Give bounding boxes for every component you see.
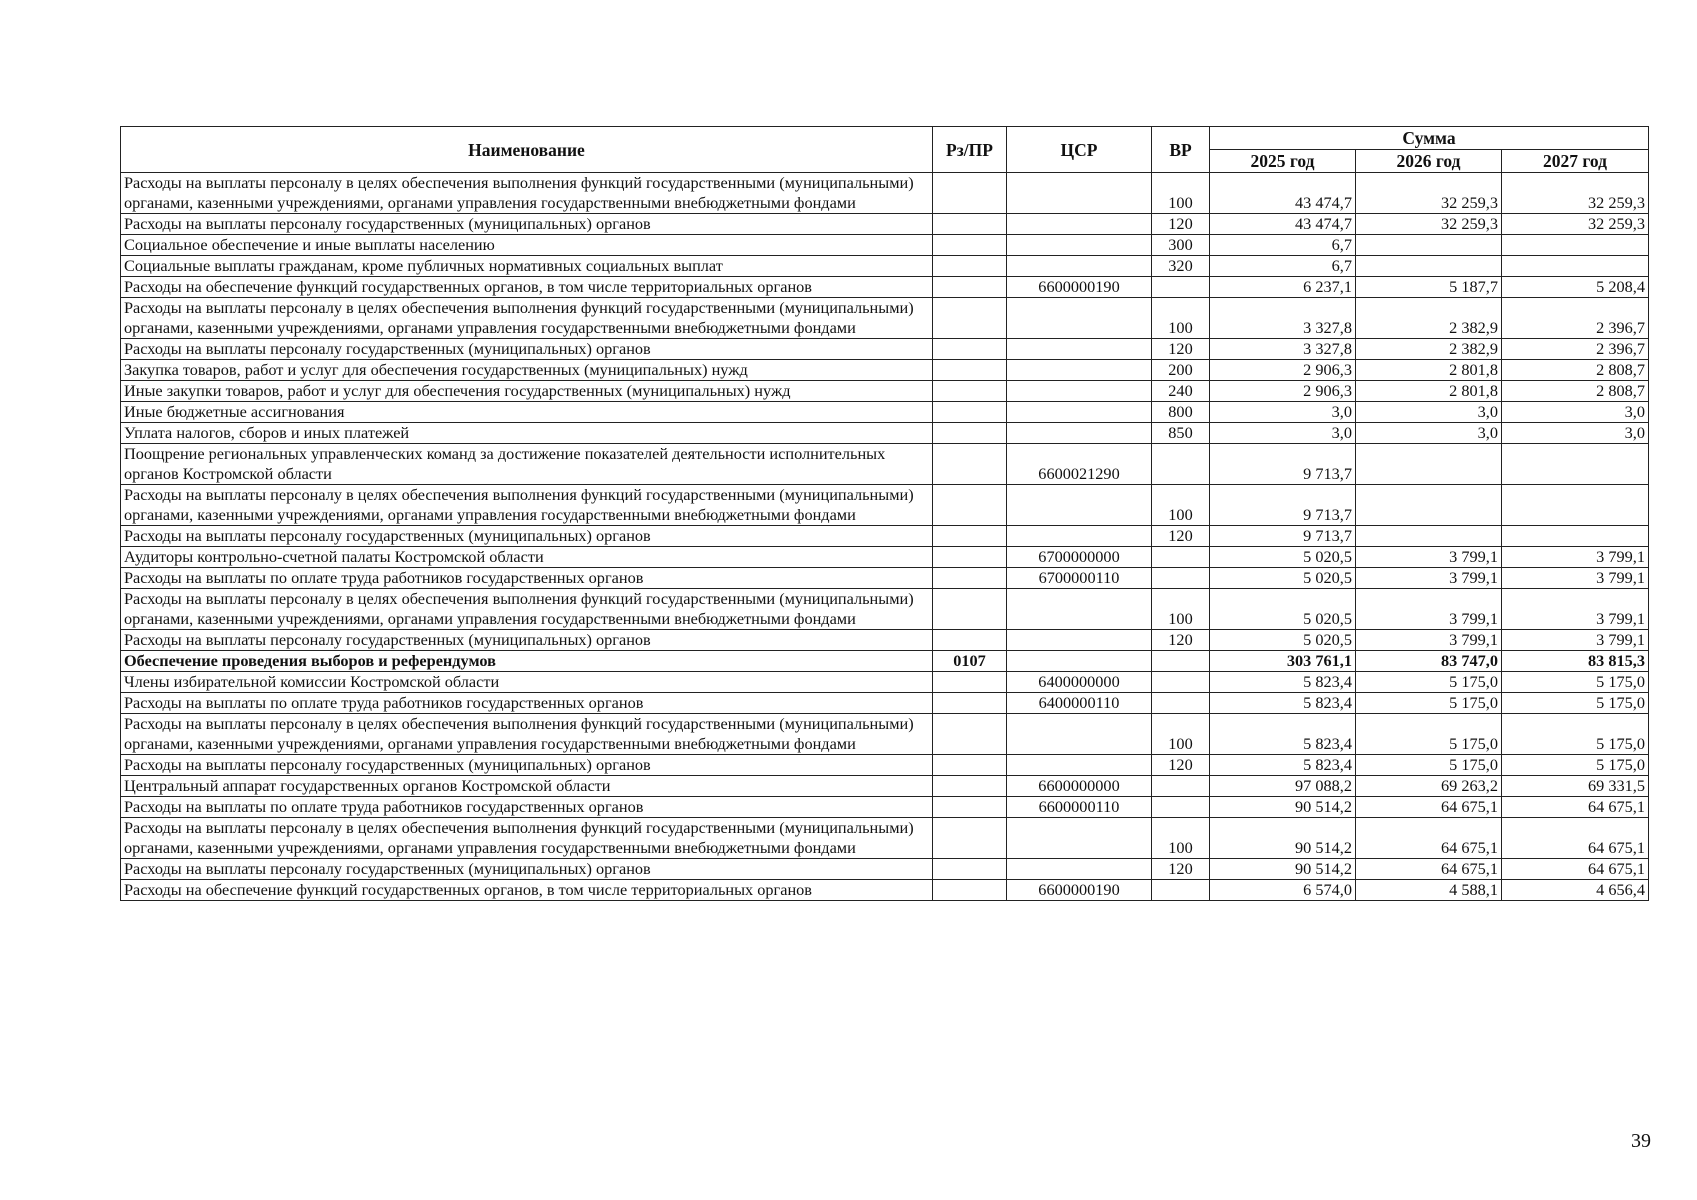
cell-csr xyxy=(1007,339,1152,360)
cell-2027: 3 799,1 xyxy=(1502,568,1649,589)
cell-csr xyxy=(1007,714,1152,755)
cell-2026: 3 799,1 xyxy=(1356,547,1502,568)
cell-name: Обеспечение проведения выборов и референдумов xyxy=(121,651,933,672)
cell-vr: 800 xyxy=(1152,402,1210,423)
cell-2025: 3,0 xyxy=(1210,402,1356,423)
cell-2027: 4 656,4 xyxy=(1502,880,1649,901)
col-header-2026: 2026 год xyxy=(1356,150,1502,173)
cell-name: Расходы на выплаты персоналу государственных (муниципальных) органов xyxy=(121,214,933,235)
cell-2027: 2 808,7 xyxy=(1502,381,1649,402)
cell-csr: 6600021290 xyxy=(1007,444,1152,485)
cell-2027 xyxy=(1502,526,1649,547)
cell-csr xyxy=(1007,859,1152,880)
cell-2026: 32 259,3 xyxy=(1356,214,1502,235)
cell-2025: 5 823,4 xyxy=(1210,714,1356,755)
cell-2026: 2 382,9 xyxy=(1356,298,1502,339)
cell-vr: 100 xyxy=(1152,485,1210,526)
cell-name: Расходы на выплаты персоналу в целях обеспечения выполнения функций государственными (муниципальными) органами, казенными учреждениями, органами управления государственными внебюджетными фондами xyxy=(121,818,933,859)
cell-2026: 5 175,0 xyxy=(1356,672,1502,693)
cell-2025: 5 823,4 xyxy=(1210,755,1356,776)
cell-2025: 303 761,1 xyxy=(1210,651,1356,672)
cell-2027: 5 175,0 xyxy=(1502,714,1649,755)
cell-2026: 3 799,1 xyxy=(1356,630,1502,651)
cell-name: Расходы на выплаты персоналу государственных (муниципальных) органов xyxy=(121,859,933,880)
cell-2027: 64 675,1 xyxy=(1502,797,1649,818)
cell-rz xyxy=(933,277,1007,298)
cell-vr: 120 xyxy=(1152,339,1210,360)
cell-2025: 90 514,2 xyxy=(1210,797,1356,818)
cell-2025: 2 906,3 xyxy=(1210,360,1356,381)
cell-name: Уплата налогов, сборов и иных платежей xyxy=(121,423,933,444)
table-row xyxy=(121,630,1649,651)
cell-2025: 43 474,7 xyxy=(1210,173,1356,214)
cell-2027: 3 799,1 xyxy=(1502,630,1649,651)
col-header-vr: ВР xyxy=(1152,127,1210,173)
cell-2027: 5 208,4 xyxy=(1502,277,1649,298)
cell-name: Расходы на выплаты персоналу в целях обеспечения выполнения функций государственными (муниципальными) органами, казенными учреждениями, органами управления государственными внебюджетными фондами xyxy=(121,485,933,526)
cell-name: Расходы на выплаты по оплате труда работников государственных органов xyxy=(121,797,933,818)
col-header-2025: 2025 год xyxy=(1210,150,1356,173)
cell-2026: 64 675,1 xyxy=(1356,818,1502,859)
cell-vr: 100 xyxy=(1152,714,1210,755)
cell-vr xyxy=(1152,547,1210,568)
table-row xyxy=(121,402,1649,423)
cell-vr: 320 xyxy=(1152,256,1210,277)
cell-csr xyxy=(1007,818,1152,859)
cell-vr: 100 xyxy=(1152,589,1210,630)
cell-csr xyxy=(1007,214,1152,235)
cell-name: Расходы на выплаты по оплате труда работников государственных органов xyxy=(121,568,933,589)
table-row xyxy=(121,360,1649,381)
table-row xyxy=(121,423,1649,444)
cell-name: Расходы на выплаты персоналу в целях обеспечения выполнения функций государственными (муниципальными) органами, казенными учреждениями, органами управления государственными внебюджетными фондами xyxy=(121,173,933,214)
cell-csr xyxy=(1007,651,1152,672)
cell-rz xyxy=(933,423,1007,444)
cell-2027: 83 815,3 xyxy=(1502,651,1649,672)
cell-rz xyxy=(933,360,1007,381)
col-header-csr: ЦСР xyxy=(1007,127,1152,173)
cell-csr xyxy=(1007,755,1152,776)
cell-rz: 0107 xyxy=(933,651,1007,672)
cell-2026: 2 382,9 xyxy=(1356,339,1502,360)
cell-2026: 3 799,1 xyxy=(1356,589,1502,630)
cell-rz xyxy=(933,485,1007,526)
budget-table-container xyxy=(120,126,1648,901)
cell-vr xyxy=(1152,693,1210,714)
cell-vr: 120 xyxy=(1152,755,1210,776)
cell-csr: 6400000000 xyxy=(1007,672,1152,693)
table-row xyxy=(121,651,1649,672)
cell-csr xyxy=(1007,630,1152,651)
cell-name: Расходы на выплаты персоналу в целях обеспечения выполнения функций государственными (муниципальными) органами, казенными учреждениями, органами управления государственными внебюджетными фондами xyxy=(121,714,933,755)
table-row xyxy=(121,568,1649,589)
cell-csr xyxy=(1007,423,1152,444)
cell-vr xyxy=(1152,568,1210,589)
cell-csr xyxy=(1007,298,1152,339)
header-row xyxy=(121,127,1649,150)
cell-csr: 6700000000 xyxy=(1007,547,1152,568)
cell-2025: 5 020,5 xyxy=(1210,630,1356,651)
table-row xyxy=(121,880,1649,901)
cell-2025: 43 474,7 xyxy=(1210,214,1356,235)
table-row xyxy=(121,381,1649,402)
cell-csr xyxy=(1007,402,1152,423)
cell-2027: 32 259,3 xyxy=(1502,214,1649,235)
cell-vr: 200 xyxy=(1152,360,1210,381)
cell-2027: 2 808,7 xyxy=(1502,360,1649,381)
cell-vr: 120 xyxy=(1152,630,1210,651)
cell-rz xyxy=(933,547,1007,568)
cell-name: Аудиторы контрольно-счетной палаты Костромской области xyxy=(121,547,933,568)
cell-2025: 5 020,5 xyxy=(1210,589,1356,630)
cell-vr xyxy=(1152,880,1210,901)
cell-2025: 5 020,5 xyxy=(1210,547,1356,568)
table-row xyxy=(121,693,1649,714)
cell-2025: 2 906,3 xyxy=(1210,381,1356,402)
cell-rz xyxy=(933,589,1007,630)
cell-2026 xyxy=(1356,256,1502,277)
cell-2027: 3,0 xyxy=(1502,402,1649,423)
table-row xyxy=(121,797,1649,818)
cell-2026: 32 259,3 xyxy=(1356,173,1502,214)
cell-rz xyxy=(933,776,1007,797)
cell-name: Расходы на выплаты персоналу государственных (муниципальных) органов xyxy=(121,755,933,776)
cell-csr: 6600000190 xyxy=(1007,277,1152,298)
cell-rz xyxy=(933,630,1007,651)
cell-csr: 6600000110 xyxy=(1007,797,1152,818)
cell-2027 xyxy=(1502,485,1649,526)
cell-rz xyxy=(933,714,1007,755)
table-row xyxy=(121,339,1649,360)
table-row xyxy=(121,818,1649,859)
table-row xyxy=(121,755,1649,776)
cell-name: Расходы на обеспечение функций государственных органов, в том числе территориальных органов xyxy=(121,880,933,901)
cell-csr xyxy=(1007,485,1152,526)
cell-name: Поощрение региональных управленческих команд за достижение показателей деятельности исполнительных органов Костромской области xyxy=(121,444,933,485)
cell-2026 xyxy=(1356,485,1502,526)
cell-csr xyxy=(1007,256,1152,277)
cell-name: Расходы на выплаты персоналу государственных (муниципальных) органов xyxy=(121,339,933,360)
cell-2026: 5 175,0 xyxy=(1356,693,1502,714)
cell-rz xyxy=(933,173,1007,214)
cell-2025: 6,7 xyxy=(1210,235,1356,256)
cell-rz xyxy=(933,214,1007,235)
cell-rz xyxy=(933,526,1007,547)
table-row xyxy=(121,298,1649,339)
cell-name: Закупка товаров, работ и услуг для обеспечения государственных (муниципальных) нужд xyxy=(121,360,933,381)
cell-2025: 6 574,0 xyxy=(1210,880,1356,901)
cell-rz xyxy=(933,672,1007,693)
cell-2027: 5 175,0 xyxy=(1502,672,1649,693)
cell-csr xyxy=(1007,173,1152,214)
cell-csr xyxy=(1007,235,1152,256)
cell-2026: 5 175,0 xyxy=(1356,755,1502,776)
cell-rz xyxy=(933,880,1007,901)
table-row xyxy=(121,776,1649,797)
cell-rz xyxy=(933,755,1007,776)
table-row xyxy=(121,526,1649,547)
cell-2026 xyxy=(1356,526,1502,547)
budget-table xyxy=(120,126,1649,901)
cell-2025: 3 327,8 xyxy=(1210,298,1356,339)
cell-2025: 9 713,7 xyxy=(1210,485,1356,526)
cell-2026: 2 801,8 xyxy=(1356,360,1502,381)
cell-vr xyxy=(1152,444,1210,485)
cell-2027: 5 175,0 xyxy=(1502,693,1649,714)
cell-csr: 6600000000 xyxy=(1007,776,1152,797)
table-row xyxy=(121,589,1649,630)
cell-2026: 64 675,1 xyxy=(1356,859,1502,880)
cell-vr: 240 xyxy=(1152,381,1210,402)
cell-vr xyxy=(1152,797,1210,818)
cell-2026 xyxy=(1356,444,1502,485)
table-row xyxy=(121,444,1649,485)
cell-2027: 64 675,1 xyxy=(1502,818,1649,859)
cell-rz xyxy=(933,444,1007,485)
cell-rz xyxy=(933,298,1007,339)
cell-vr: 100 xyxy=(1152,298,1210,339)
cell-2025: 9 713,7 xyxy=(1210,444,1356,485)
cell-2027: 2 396,7 xyxy=(1502,339,1649,360)
cell-vr: 850 xyxy=(1152,423,1210,444)
cell-vr: 120 xyxy=(1152,526,1210,547)
cell-rz xyxy=(933,568,1007,589)
cell-2026: 5 175,0 xyxy=(1356,714,1502,755)
cell-rz xyxy=(933,381,1007,402)
table-row xyxy=(121,547,1649,568)
cell-vr xyxy=(1152,672,1210,693)
table-row xyxy=(121,485,1649,526)
cell-2025: 90 514,2 xyxy=(1210,818,1356,859)
cell-2026: 3 799,1 xyxy=(1356,568,1502,589)
cell-2025: 9 713,7 xyxy=(1210,526,1356,547)
cell-name: Расходы на обеспечение функций государственных органов, в том числе территориальных органов xyxy=(121,277,933,298)
table-row xyxy=(121,277,1649,298)
cell-name: Расходы на выплаты персоналу в целях обеспечения выполнения функций государственными (муниципальными) органами, казенными учреждениями, органами управления государственными внебюджетными фондами xyxy=(121,589,933,630)
cell-2025: 6 237,1 xyxy=(1210,277,1356,298)
cell-vr xyxy=(1152,277,1210,298)
cell-rz xyxy=(933,235,1007,256)
cell-vr: 100 xyxy=(1152,818,1210,859)
cell-2027: 3,0 xyxy=(1502,423,1649,444)
page-number: 39 xyxy=(1631,1130,1651,1152)
cell-name: Члены избирательной комиссии Костромской области xyxy=(121,672,933,693)
table-row xyxy=(121,173,1649,214)
table-row xyxy=(121,235,1649,256)
cell-2025: 6,7 xyxy=(1210,256,1356,277)
cell-csr: 6700000110 xyxy=(1007,568,1152,589)
cell-2027: 64 675,1 xyxy=(1502,859,1649,880)
cell-2025: 5 823,4 xyxy=(1210,672,1356,693)
col-header-name: Наименование xyxy=(121,127,933,173)
cell-csr xyxy=(1007,381,1152,402)
cell-2027 xyxy=(1502,235,1649,256)
cell-rz xyxy=(933,797,1007,818)
cell-2025: 5 823,4 xyxy=(1210,693,1356,714)
cell-vr: 100 xyxy=(1152,173,1210,214)
cell-2027: 32 259,3 xyxy=(1502,173,1649,214)
col-header-2027: 2027 год xyxy=(1502,150,1649,173)
cell-2025: 5 020,5 xyxy=(1210,568,1356,589)
cell-2026: 5 187,7 xyxy=(1356,277,1502,298)
cell-name: Социальное обеспечение и иные выплаты населению xyxy=(121,235,933,256)
cell-2027: 3 799,1 xyxy=(1502,547,1649,568)
table-row xyxy=(121,256,1649,277)
cell-2026: 83 747,0 xyxy=(1356,651,1502,672)
table-body xyxy=(121,173,1649,901)
cell-2027: 5 175,0 xyxy=(1502,755,1649,776)
cell-rz xyxy=(933,402,1007,423)
table-row xyxy=(121,859,1649,880)
cell-name: Иные бюджетные ассигнования xyxy=(121,402,933,423)
cell-rz xyxy=(933,859,1007,880)
cell-2025: 90 514,2 xyxy=(1210,859,1356,880)
col-header-rz: Рз/ПР xyxy=(933,127,1007,173)
cell-2026: 4 588,1 xyxy=(1356,880,1502,901)
cell-vr xyxy=(1152,651,1210,672)
cell-2027 xyxy=(1502,444,1649,485)
cell-2027: 2 396,7 xyxy=(1502,298,1649,339)
cell-csr xyxy=(1007,526,1152,547)
cell-2027: 69 331,5 xyxy=(1502,776,1649,797)
table-row xyxy=(121,714,1649,755)
cell-name: Расходы на выплаты персоналу государственных (муниципальных) органов xyxy=(121,526,933,547)
cell-vr: 300 xyxy=(1152,235,1210,256)
cell-rz xyxy=(933,339,1007,360)
cell-name: Иные закупки товаров, работ и услуг для обеспечения государственных (муниципальных) нужд xyxy=(121,381,933,402)
cell-rz xyxy=(933,818,1007,859)
cell-csr xyxy=(1007,360,1152,381)
cell-name: Расходы на выплаты по оплате труда работников государственных органов xyxy=(121,693,933,714)
cell-2027 xyxy=(1502,256,1649,277)
cell-2025: 97 088,2 xyxy=(1210,776,1356,797)
cell-vr xyxy=(1152,776,1210,797)
table-row xyxy=(121,672,1649,693)
cell-2026: 3,0 xyxy=(1356,402,1502,423)
cell-2026: 64 675,1 xyxy=(1356,797,1502,818)
table-row xyxy=(121,214,1649,235)
cell-vr: 120 xyxy=(1152,214,1210,235)
cell-csr: 6600000190 xyxy=(1007,880,1152,901)
cell-csr xyxy=(1007,589,1152,630)
cell-2026: 3,0 xyxy=(1356,423,1502,444)
cell-name: Центральный аппарат государственных органов Костромской области xyxy=(121,776,933,797)
cell-2025: 3,0 xyxy=(1210,423,1356,444)
cell-vr: 120 xyxy=(1152,859,1210,880)
col-header-sum: Сумма xyxy=(1210,127,1649,150)
cell-name: Расходы на выплаты персоналу в целях обеспечения выполнения функций государственными (муниципальными) органами, казенными учреждениями, органами управления государственными внебюджетными фондами xyxy=(121,298,933,339)
cell-name: Социальные выплаты гражданам, кроме публичных нормативных социальных выплат xyxy=(121,256,933,277)
cell-2025: 3 327,8 xyxy=(1210,339,1356,360)
cell-rz xyxy=(933,256,1007,277)
cell-rz xyxy=(933,693,1007,714)
cell-name: Расходы на выплаты персоналу государственных (муниципальных) органов xyxy=(121,630,933,651)
cell-2027: 3 799,1 xyxy=(1502,589,1649,630)
cell-2026 xyxy=(1356,235,1502,256)
cell-csr: 6400000110 xyxy=(1007,693,1152,714)
cell-2026: 69 263,2 xyxy=(1356,776,1502,797)
cell-2026: 2 801,8 xyxy=(1356,381,1502,402)
